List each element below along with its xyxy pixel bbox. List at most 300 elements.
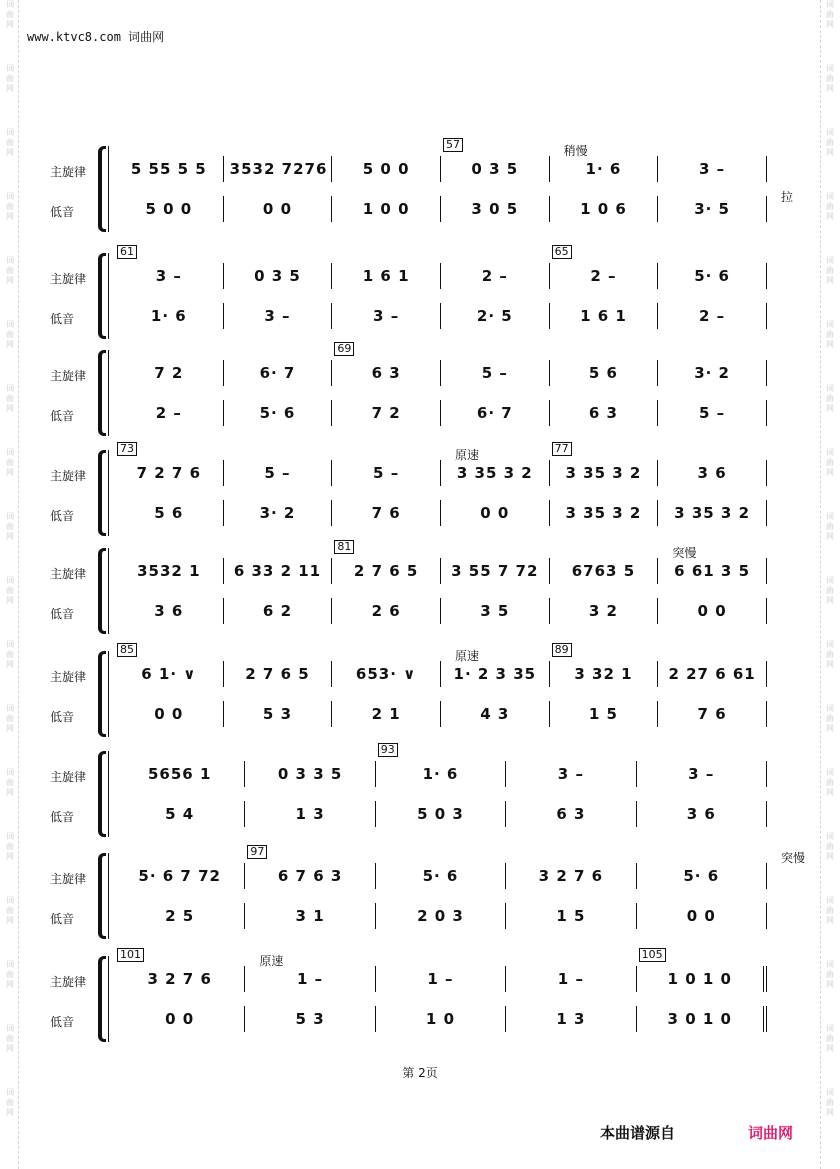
watermark-char: 网	[6, 1044, 14, 1053]
watermark-char: 词	[826, 256, 834, 265]
measure-number: 65	[552, 245, 572, 259]
system-bracket	[98, 350, 106, 436]
watermark-char: 网	[6, 148, 14, 157]
measure: 5· 6	[376, 863, 506, 889]
watermark-char: 网	[826, 148, 834, 157]
measure: 1 6 1	[332, 263, 441, 289]
watermark-mark	[3, 256, 17, 286]
watermark-char: 曲	[826, 970, 834, 979]
measure: 1 3	[506, 1006, 636, 1032]
measure: 5 55 5 5	[115, 156, 224, 182]
watermark-char: 网	[6, 916, 14, 925]
system-barline	[108, 956, 109, 1042]
system-bracket	[98, 548, 106, 634]
measure: 3 2 7 6	[506, 863, 636, 889]
measure: 6 3	[506, 801, 636, 827]
measure: 1 5	[506, 903, 636, 929]
measure: 1 6 1	[550, 303, 659, 329]
watermark-char: 曲	[6, 906, 14, 915]
watermark-mark	[823, 640, 837, 670]
watermark-char: 网	[826, 788, 834, 797]
measure: 0 0	[637, 903, 767, 929]
measure: 7 2	[115, 360, 224, 386]
tempo-marking: 突慢	[781, 851, 806, 865]
bass-staff	[115, 400, 767, 426]
measure: 7 6	[332, 500, 441, 526]
watermark-char: 曲	[6, 10, 14, 19]
measure: 1 0 6	[550, 196, 659, 222]
watermark-char: 曲	[6, 202, 14, 211]
score-system	[40, 138, 794, 238]
right-watermark-strip	[823, 0, 837, 1169]
system-barline	[108, 751, 109, 837]
watermark-mark	[3, 640, 17, 670]
page-number: 第 2页	[402, 1066, 438, 1080]
watermark-char: 曲	[826, 138, 834, 147]
measure-number: 105	[639, 948, 666, 962]
measure: 5 –	[332, 460, 441, 486]
measure: 5 –	[441, 360, 550, 386]
watermark-char: 曲	[6, 970, 14, 979]
watermark-char: 网	[826, 596, 834, 605]
watermark-mark	[3, 512, 17, 542]
watermark-mark	[3, 64, 17, 94]
bass-label: 低音	[50, 1015, 75, 1029]
source-label: 本曲谱源自	[600, 1124, 676, 1142]
watermark-char: 词	[826, 320, 834, 329]
watermark-char: 曲	[826, 778, 834, 787]
score-system	[40, 344, 780, 442]
measure: 7 6	[658, 701, 767, 727]
system-bracket	[98, 253, 106, 339]
system-bracket	[98, 651, 106, 737]
watermark-char: 词	[826, 768, 834, 777]
watermark-char: 词	[6, 64, 14, 73]
measure: 3· 2	[224, 500, 333, 526]
measure: 7 2 7 6	[115, 460, 224, 486]
watermark-char: 词	[826, 1088, 834, 1097]
right-margin-line	[820, 0, 821, 1169]
watermark-mark	[823, 704, 837, 734]
watermark-mark	[3, 128, 17, 158]
watermark-char: 曲	[826, 74, 834, 83]
measure: 1 –	[376, 966, 506, 992]
score-system	[40, 444, 780, 542]
watermark-char: 曲	[826, 522, 834, 531]
watermark-char: 词	[6, 640, 14, 649]
measure: 5· 6	[658, 263, 767, 289]
measure: 1· 6	[376, 761, 506, 787]
melody-staff	[115, 460, 767, 486]
bass-label: 低音	[50, 607, 75, 621]
measure: 1· 2 3 35	[441, 661, 550, 687]
bass-label: 低音	[50, 912, 75, 926]
system-bracket	[98, 751, 106, 837]
measure: 3 35 3 2	[441, 460, 550, 486]
system-barline	[108, 146, 109, 232]
measure: 5· 6 7 72	[115, 863, 245, 889]
measure: 3 2 7 6	[115, 966, 245, 992]
watermark-char: 词	[826, 512, 834, 521]
bass-staff	[115, 500, 767, 526]
system-barline	[108, 350, 109, 436]
watermark-char: 网	[6, 532, 14, 541]
melody-staff	[115, 761, 767, 787]
measure: 3· 5	[658, 196, 767, 222]
watermark-mark	[823, 384, 837, 414]
watermark-char: 曲	[826, 1034, 834, 1043]
watermark-char: 词	[6, 384, 14, 393]
measure: 0 0	[441, 500, 550, 526]
measure: 1 0 1 0	[637, 966, 767, 992]
score-system	[40, 845, 806, 945]
watermark-char: 网	[6, 468, 14, 477]
system-barline	[108, 253, 109, 339]
watermark-char: 词	[6, 1024, 14, 1033]
measure-number: 89	[552, 643, 572, 657]
watermark-char: 词	[826, 384, 834, 393]
system-bracket	[98, 956, 106, 1042]
measure-number: 73	[117, 442, 137, 456]
watermark-char: 网	[826, 276, 834, 285]
watermark-char: 曲	[6, 586, 14, 595]
watermark-char: 曲	[826, 842, 834, 851]
melody-staff	[115, 863, 767, 889]
watermark-char: 词	[6, 128, 14, 137]
watermark-char: 词	[826, 576, 834, 585]
measure: 3 5	[441, 598, 550, 624]
watermark-char: 曲	[6, 778, 14, 787]
watermark-char: 网	[826, 1044, 834, 1053]
watermark-char: 网	[826, 404, 834, 413]
tempo-marking: 稍慢	[563, 144, 588, 158]
tempo-marking: 原速	[455, 448, 480, 462]
measure: 3 –	[658, 156, 767, 182]
measure: 3 35 3 2	[658, 500, 767, 526]
measure: 5 –	[224, 460, 333, 486]
bass-label: 低音	[50, 312, 75, 326]
measure: 653· ∨	[332, 661, 441, 687]
score-system	[40, 542, 780, 640]
score-system	[40, 247, 780, 345]
watermark-char: 曲	[6, 74, 14, 83]
left-margin-line	[18, 0, 19, 1169]
melody-label: 主旋律	[50, 670, 87, 684]
measure-number: 101	[117, 948, 144, 962]
tempo-marking: 突慢	[672, 546, 697, 560]
bass-label: 低音	[50, 509, 75, 523]
measure: 2 27 6 61	[658, 661, 767, 687]
watermark-char: 词	[6, 768, 14, 777]
watermark-char: 网	[6, 852, 14, 861]
watermark-char: 曲	[6, 1098, 14, 1107]
watermark-char: 网	[826, 84, 834, 93]
watermark-char: 曲	[6, 842, 14, 851]
system-barline	[108, 853, 109, 939]
watermark-mark	[823, 0, 837, 30]
watermark-char: 曲	[826, 202, 834, 211]
site-header: www.ktvc8.com 词曲网	[27, 30, 165, 44]
watermark-mark	[823, 832, 837, 862]
watermark-char: 词	[826, 128, 834, 137]
watermark-char: 词	[6, 1088, 14, 1097]
watermark-char: 网	[6, 788, 14, 797]
watermark-char: 词	[826, 448, 834, 457]
measure: 1 –	[506, 966, 636, 992]
watermark-char: 网	[826, 980, 834, 989]
watermark-mark	[3, 832, 17, 862]
watermark-char: 网	[826, 340, 834, 349]
measure: 3 6	[115, 598, 224, 624]
watermark-char: 词	[6, 256, 14, 265]
watermark-mark	[3, 960, 17, 990]
tempo-marking: 原速	[259, 954, 284, 968]
watermark-char: 词	[6, 704, 14, 713]
watermark-char: 曲	[826, 650, 834, 659]
watermark-mark	[3, 576, 17, 606]
watermark-char: 曲	[6, 138, 14, 147]
melody-label: 主旋律	[50, 567, 87, 581]
measure: 5 6	[550, 360, 659, 386]
melody-staff	[115, 966, 767, 992]
score-system	[40, 950, 780, 1048]
measure: 1 5	[550, 701, 659, 727]
measure: 1 –	[245, 966, 375, 992]
measure-number: 81	[334, 540, 354, 554]
measure: 5 0 0	[332, 156, 441, 182]
measure: 6 1· ∨	[115, 661, 224, 687]
measure: 5 6	[115, 500, 224, 526]
measure: 5· 6	[637, 863, 767, 889]
bass-staff	[115, 801, 767, 827]
watermark-mark	[3, 1024, 17, 1054]
watermark-char: 网	[6, 724, 14, 733]
watermark-char: 网	[826, 660, 834, 669]
bass-label: 低音	[50, 810, 75, 824]
bass-staff	[115, 196, 767, 222]
bass-label: 低音	[50, 710, 75, 724]
melody-label: 主旋律	[50, 872, 87, 886]
brand-link[interactable]: 词曲网	[748, 1124, 794, 1142]
measure-number: 69	[334, 342, 354, 356]
system-bracket	[98, 146, 106, 232]
watermark-char: 词	[6, 0, 14, 9]
watermark-char: 曲	[6, 266, 14, 275]
measure: 3 –	[115, 263, 224, 289]
watermark-mark	[823, 896, 837, 926]
measure: 3 55 7 72	[441, 558, 550, 584]
watermark-char: 曲	[826, 586, 834, 595]
watermark-mark	[823, 576, 837, 606]
bass-staff	[115, 303, 767, 329]
watermark-char: 词	[826, 896, 834, 905]
measure: 2 1	[332, 701, 441, 727]
watermark-mark	[823, 64, 837, 94]
watermark-char: 网	[6, 276, 14, 285]
watermark-char: 词	[826, 832, 834, 841]
measure: 2 –	[550, 263, 659, 289]
measure: 2 –	[115, 400, 224, 426]
watermark-char: 曲	[6, 330, 14, 339]
watermark-char: 词	[826, 640, 834, 649]
system-barline	[108, 450, 109, 536]
measure: 5 3	[245, 1006, 375, 1032]
watermark-char: 曲	[826, 394, 834, 403]
measure: 2 6	[332, 598, 441, 624]
watermark-char: 网	[826, 468, 834, 477]
watermark-mark	[823, 320, 837, 350]
watermark-char: 网	[6, 212, 14, 221]
measure: 5656 1	[115, 761, 245, 787]
tempo-marking: 原速	[455, 649, 480, 663]
measure: 6763 5	[550, 558, 659, 584]
measure: 3· 2	[658, 360, 767, 386]
measure-number: 93	[378, 743, 398, 757]
watermark-mark	[3, 0, 17, 30]
system-bracket	[98, 853, 106, 939]
watermark-char: 词	[826, 0, 834, 9]
watermark-mark	[3, 448, 17, 478]
watermark-mark	[3, 384, 17, 414]
watermark-mark	[823, 512, 837, 542]
score-system	[40, 645, 780, 743]
system-bracket	[98, 450, 106, 536]
watermark-char: 网	[826, 20, 834, 29]
melody-label: 主旋律	[50, 369, 87, 383]
watermark-char: 曲	[6, 458, 14, 467]
measure: 6 3	[332, 360, 441, 386]
melody-label: 主旋律	[50, 272, 87, 286]
measure: 3 2	[550, 598, 659, 624]
watermark-char: 曲	[6, 394, 14, 403]
watermark-mark	[823, 1088, 837, 1118]
measure: 7 2	[332, 400, 441, 426]
watermark-mark	[3, 320, 17, 350]
watermark-char: 词	[6, 832, 14, 841]
watermark-char: 网	[6, 20, 14, 29]
measure: 3 32 1	[550, 661, 659, 687]
watermark-char: 曲	[6, 650, 14, 659]
measure: 3 –	[332, 303, 441, 329]
watermark-char: 词	[826, 64, 834, 73]
measure: 3 35 3 2	[550, 460, 659, 486]
measure: 1· 6	[550, 156, 659, 182]
watermark-char: 曲	[826, 266, 834, 275]
measure: 0 3 5	[224, 263, 333, 289]
watermark-mark	[3, 768, 17, 798]
measure: 3 0 1 0	[637, 1006, 767, 1032]
watermark-char: 网	[6, 404, 14, 413]
watermark-char: 词	[6, 320, 14, 329]
watermark-char: 曲	[826, 906, 834, 915]
measure: 2 –	[441, 263, 550, 289]
tempo-marking: 拉	[781, 190, 794, 204]
measure: 0 0	[224, 196, 333, 222]
watermark-char: 网	[826, 212, 834, 221]
watermark-mark	[3, 704, 17, 734]
watermark-mark	[3, 896, 17, 926]
watermark-mark	[823, 1024, 837, 1054]
measure: 2 7 6 5	[224, 661, 333, 687]
bass-staff	[115, 1006, 767, 1032]
measure: 1 0	[376, 1006, 506, 1032]
measure: 5 3	[224, 701, 333, 727]
measure: 1 0 0	[332, 196, 441, 222]
measure: 3 –	[637, 761, 767, 787]
measure: 3 1	[245, 903, 375, 929]
measure: 5 –	[658, 400, 767, 426]
watermark-char: 词	[826, 192, 834, 201]
melody-staff	[115, 156, 767, 182]
watermark-char: 词	[6, 448, 14, 457]
measure: 5 0 0	[115, 196, 224, 222]
watermark-char: 网	[826, 916, 834, 925]
measure: 3532 7276	[224, 156, 333, 182]
measure: 2 7 6 5	[332, 558, 441, 584]
measure: 3 –	[224, 303, 333, 329]
measure: 6· 7	[441, 400, 550, 426]
watermark-char: 词	[6, 960, 14, 969]
measure: 0 3 5	[441, 156, 550, 182]
bass-label: 低音	[50, 409, 75, 423]
watermark-mark	[823, 256, 837, 286]
system-barline	[108, 548, 109, 634]
watermark-char: 网	[6, 1108, 14, 1117]
measure: 2· 5	[441, 303, 550, 329]
watermark-char: 网	[826, 1108, 834, 1117]
bass-staff	[115, 701, 767, 727]
measure-number: 57	[443, 138, 463, 152]
measure-number: 61	[117, 245, 137, 259]
watermark-char: 网	[826, 532, 834, 541]
watermark-char: 曲	[826, 330, 834, 339]
measure: 3 0 5	[441, 196, 550, 222]
watermark-char: 网	[6, 980, 14, 989]
melody-staff	[115, 263, 767, 289]
watermark-mark	[823, 960, 837, 990]
measure: 4 3	[441, 701, 550, 727]
melody-staff	[115, 360, 767, 386]
watermark-char: 曲	[6, 714, 14, 723]
measure: 0 0	[658, 598, 767, 624]
watermark-char: 曲	[826, 458, 834, 467]
measure: 0 0	[115, 701, 224, 727]
measure: 6 7 6 3	[245, 863, 375, 889]
left-watermark-strip	[3, 0, 17, 1169]
watermark-mark	[823, 448, 837, 478]
measure: 2 –	[658, 303, 767, 329]
watermark-mark	[823, 128, 837, 158]
melody-label: 主旋律	[50, 469, 87, 483]
measure: 5 0 3	[376, 801, 506, 827]
watermark-char: 词	[826, 1024, 834, 1033]
measure: 5· 6	[224, 400, 333, 426]
watermark-mark	[3, 1088, 17, 1118]
melody-label: 主旋律	[50, 975, 87, 989]
measure: 3 –	[506, 761, 636, 787]
watermark-char: 词	[6, 896, 14, 905]
watermark-mark	[823, 768, 837, 798]
watermark-char: 词	[6, 192, 14, 201]
measure: 6 3	[550, 400, 659, 426]
measure: 6 61 3 5	[658, 558, 767, 584]
bass-label: 低音	[50, 205, 75, 219]
measure: 6· 7	[224, 360, 333, 386]
watermark-char: 词	[6, 576, 14, 585]
bass-staff	[115, 598, 767, 624]
melody-label: 主旋律	[50, 165, 87, 179]
watermark-mark	[823, 192, 837, 222]
